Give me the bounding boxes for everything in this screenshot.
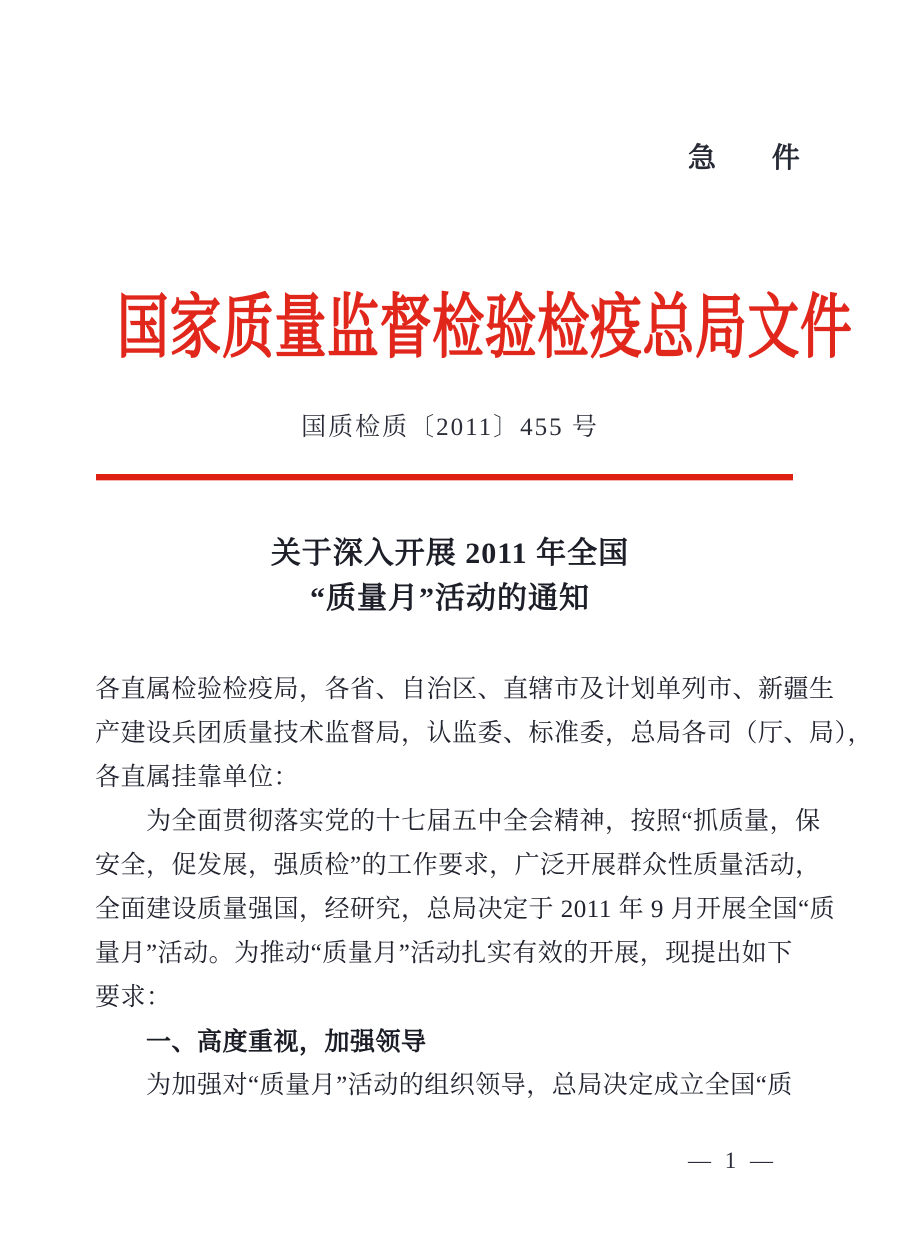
body-line-para1-5: 要求： — [95, 984, 172, 1011]
body-line-recipients-3: 各直属挂靠单位： — [95, 764, 300, 791]
body-line-para1-3: 全面建设质量强国，经研究，总局决定于 2011 年 9 月开展全国“质 — [95, 896, 836, 923]
document-body — [95, 668, 874, 1108]
body-line-recipients-1: 各直属检验检疫局，各省、自治区、直辖市及计划单列市、新疆生 — [95, 676, 835, 703]
body-line-para2-1: 为加强对“质量月”活动的组织领导，总局决定成立全国“质 — [146, 1072, 793, 1099]
body-line-para1-4: 量月”活动。为推动“质量月”活动扎实有效的开展，现提出如下 — [95, 940, 793, 967]
document-number: 国质检质〔2011〕455 号 — [301, 414, 599, 441]
notice-title — [0, 531, 900, 621]
body-line-para1-1: 为全面贯彻落实党的十七届五中全会精神，按照“抓质量，保 — [146, 808, 821, 835]
masthead-title: 国家质量监督检验检疫总局文件 — [117, 290, 853, 367]
red-divider-line — [96, 474, 793, 480]
body-line-para1-2: 安全，促发展，强质检”的工作要求，广泛开展群众性质量活动， — [95, 852, 821, 879]
notice-title-line2: “质量月”活动的通知 — [310, 582, 590, 615]
section-heading-1: 一、高度重视，加强领导 — [146, 1028, 427, 1056]
page-number: — 1 — — [688, 1148, 777, 1173]
body-line-recipients-2: 产建设兵团质量技术监督局，认监委、标准委，总局各司（厅、局）， — [95, 720, 874, 747]
notice-title-line1: 关于深入开展 2011 年全国 — [270, 537, 630, 570]
urgent-marker: 急 件 — [688, 142, 824, 173]
